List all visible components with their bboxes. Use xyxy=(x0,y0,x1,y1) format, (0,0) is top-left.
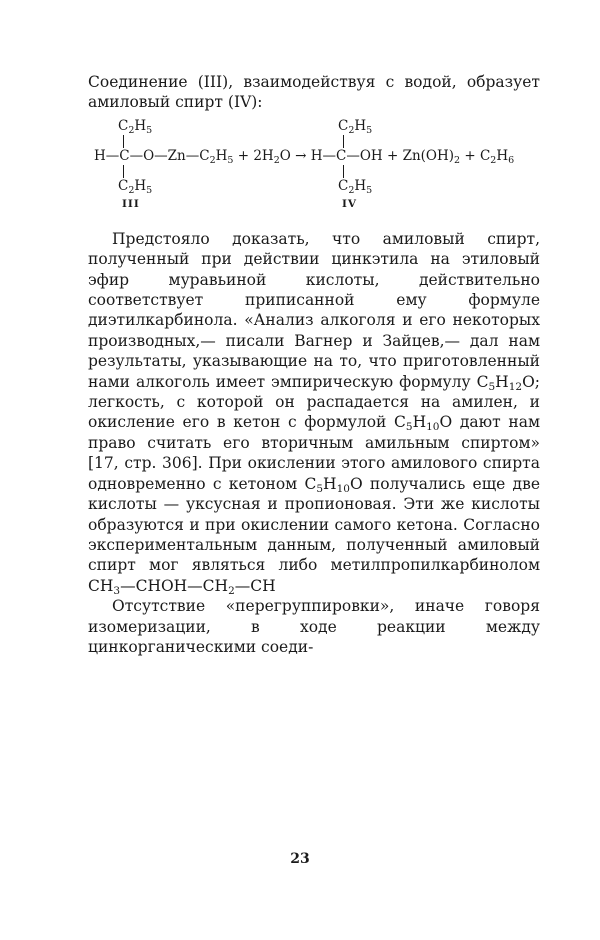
bond-bottom-right xyxy=(343,165,344,178)
reaction-equation xyxy=(88,117,540,217)
ethyl-group-bottom-left: $C_2H_5$ xyxy=(118,177,153,196)
compound-label-iv: IV xyxy=(342,197,358,210)
intro-text: Соединение (III), взаимодействуя с водой, образует амиловый спирт (IV): xyxy=(88,73,540,112)
page-body xyxy=(88,72,540,657)
bond-top-left xyxy=(123,135,124,148)
ethyl-group-top-right: $C_2H_5$ xyxy=(338,117,373,136)
ethyl-group-top-left: $C_2H_5$ xyxy=(118,117,153,136)
compound-label-iii: III xyxy=(122,197,140,210)
page-number: 23 xyxy=(290,851,310,867)
body-paragraph-2: Отсутствие «перегруппировки», иначе говоря изомеризации, в ходе реакции между цинкорганическими соеди- xyxy=(88,597,540,656)
bond-top-right xyxy=(343,135,344,148)
body-paragraph-1: Предстояло доказать, что амиловый спирт, полученный при действии цинкэтила на этиловый эфир муравьиной кислоты, действительно соответствует приписанной ему формуле диэтилкарбинола. «Анализ алкоголя и его некоторых производных,— писали Вагнер и Зайцев,— дал нам результаты, указывающие на то, что приготовленный нами алкоголь имеет эмпирическую формулу $C_5H_{12}O$; легкость, с которой он распадается на амилен, и окисление его в кетон с формулой $C_5H_{10}O$ дают нам право считать его вторичным амильным спиртом» [17, стр. 306]. При окислении этого амилового спирта одновременно с кетоном $C_5H_{10}O$ получались еще две кислоты — уксусная и пропионовая. Эти же кислоты образуются и при окислении самого кетона. Согласно экспериментальным данным, полученный амиловый спирт мог являться либо метилпропилкарбинолом $CH_3—CHOH—CH_2—CH$ xyxy=(88,229,541,597)
reaction-main-line: $H—C—O—Zn—C_2H_5 + 2H_2O$ → H—C—OH + $Zn(OH)_2 + C_2H_6$ xyxy=(94,147,515,166)
bond-bottom-left xyxy=(123,165,124,178)
ethyl-group-bottom-right: $C_2H_5$ xyxy=(338,177,373,196)
